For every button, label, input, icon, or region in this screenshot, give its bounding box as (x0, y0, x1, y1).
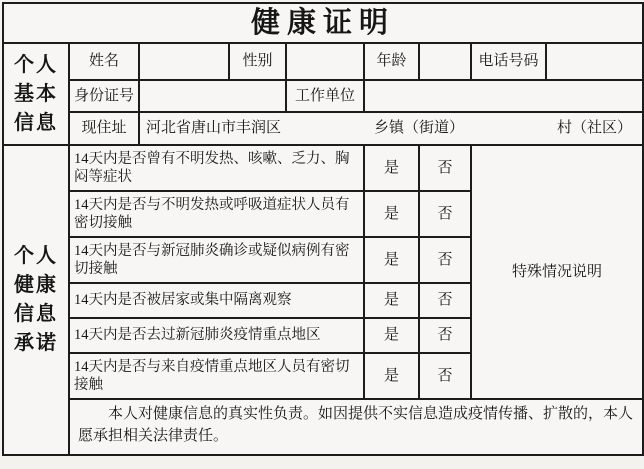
question-text: 14天内是否与来自疫情重点地区人员有密切接触 (69, 353, 364, 399)
form-table (2, 2, 644, 456)
name-label: 姓名 (69, 43, 139, 80)
statement-row (3, 399, 643, 455)
section-commit-line: 信息 (14, 302, 58, 325)
basic-row-3 (3, 112, 643, 145)
title-cell (3, 3, 643, 43)
special-situation-label: 特殊情况说明 (512, 263, 603, 280)
phone-input-cell[interactable] (546, 43, 643, 80)
gender-label: 性别 (229, 43, 286, 80)
section-basic-info (3, 43, 69, 145)
phone-label: 电话号码 (471, 43, 546, 80)
statement-text: 本人对健康信息的真实性负责。如因提供不实信息造成疫情传播、扩散的，本人愿承担相关法律责任。 (78, 406, 634, 444)
address-region-value: 河北省唐山市丰润区 (146, 120, 282, 137)
yes-option[interactable]: 是 (364, 318, 419, 353)
work-unit-label: 工作单位 (286, 80, 364, 112)
no-option[interactable]: 否 (419, 237, 471, 283)
special-situation-cell[interactable] (471, 145, 643, 399)
id-number-input-cell[interactable] (139, 80, 286, 112)
question-text: 14天内是否曾有不明发热、咳嗽、乏力、胸闷等症状 (69, 145, 364, 191)
id-number-label: 身份证号 (69, 80, 139, 112)
no-option[interactable]: 否 (419, 353, 471, 399)
village-label: 村（社区） (557, 120, 633, 137)
section-commit-line: 健康 (14, 273, 58, 296)
question-row (3, 145, 643, 191)
gender-input-cell[interactable] (286, 43, 364, 80)
township-label: 乡镇（街道） (374, 120, 465, 137)
address-input-cell[interactable] (139, 112, 643, 145)
section-basic-line: 信息 (14, 111, 58, 134)
no-option[interactable]: 否 (419, 145, 471, 191)
question-text: 14天内是否被居家或集中隔离观察 (69, 283, 364, 318)
no-option[interactable]: 否 (419, 318, 471, 353)
section-basic-line: 个人 (14, 53, 58, 76)
age-input-cell[interactable] (419, 43, 471, 80)
question-text: 14天内是否与新冠肺炎确诊或疑似病例有密切接触 (69, 237, 364, 283)
question-text: 14天内是否与不明发热或呼吸道症状人员有密切接触 (69, 191, 364, 237)
no-option[interactable]: 否 (419, 191, 471, 237)
yes-option[interactable]: 是 (364, 145, 419, 191)
yes-option[interactable]: 是 (364, 237, 419, 283)
section-health-commitment (3, 145, 69, 455)
name-input-cell[interactable] (139, 43, 229, 80)
basic-row-1 (3, 43, 643, 80)
section-basic-line: 基本 (14, 82, 58, 105)
statement-cell (69, 399, 643, 455)
no-option[interactable]: 否 (419, 283, 471, 318)
work-unit-input-cell[interactable] (364, 80, 643, 112)
basic-row-2 (3, 80, 643, 112)
address-label: 现住址 (69, 112, 139, 145)
page-title: 健康证明 (251, 6, 396, 39)
section-commit-line: 承诺 (14, 331, 58, 354)
title-row (3, 3, 643, 43)
yes-option[interactable]: 是 (364, 191, 419, 237)
question-text: 14天内是否去过新冠肺炎疫情重点地区 (69, 318, 364, 353)
yes-option[interactable]: 是 (364, 283, 419, 318)
age-label: 年龄 (364, 43, 419, 80)
yes-option[interactable]: 是 (364, 353, 419, 399)
section-commit-line: 个人 (14, 244, 58, 267)
